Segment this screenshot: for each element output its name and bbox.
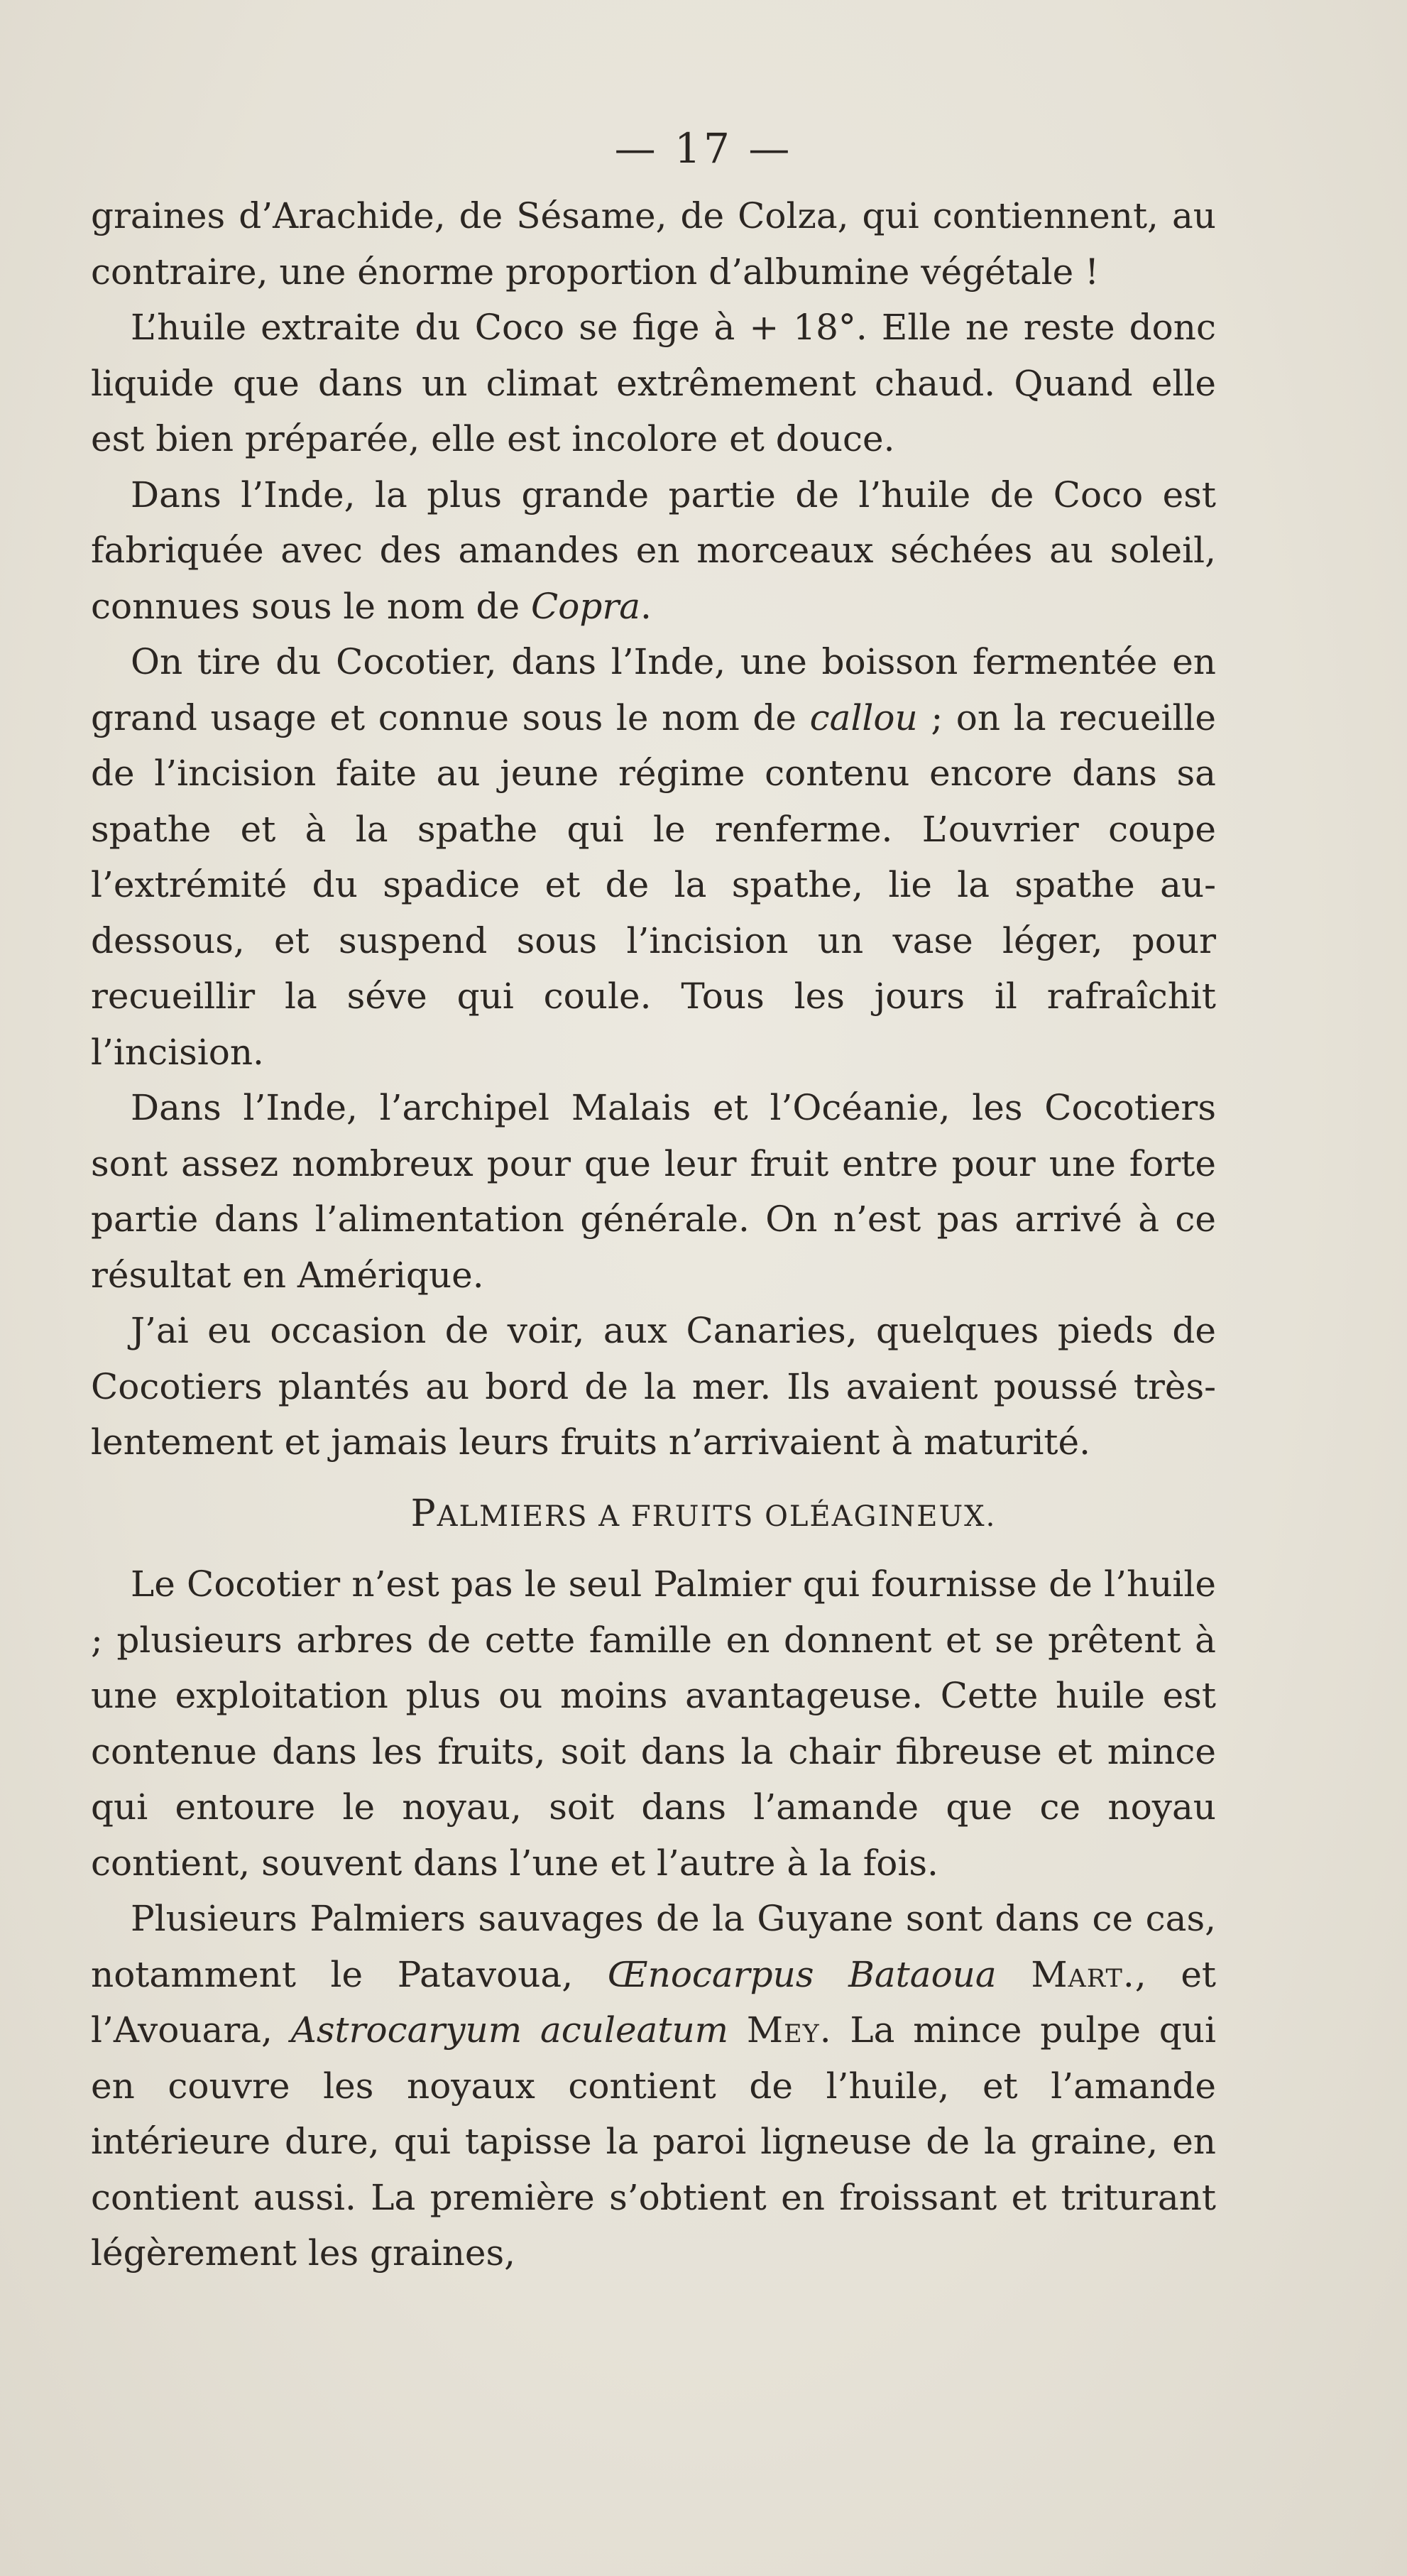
copra-text: Dans l’Inde, la plus grande partie de l’huile de Coco est fabriquée avec des amandes en morceaux séchées au soleil, connues sous le nom de bbox=[91, 474, 1216, 627]
author-mey: Mey. bbox=[746, 2009, 832, 2051]
page-number: — 17 — bbox=[614, 124, 793, 173]
paragraph-continuation: graines d’Arachide, de Sésame, de Colza, qui contiennent, au contraire, une énorme proportion d’albumine végétale ! bbox=[91, 195, 1216, 293]
copra-end: . bbox=[640, 585, 652, 627]
text-block-bottom bbox=[91, 1556, 1216, 2281]
paragraph-callou bbox=[91, 634, 1216, 1080]
paragraph-other-palms: Le Cocotier n’est pas le seul Palmier qui fournisse de l’huile ; plusieurs arbres de cette famille en donnent et se prêtent à une exploitation plus ou moins avantageuse. Cette huile est contenue dans les fruits, soit dans la chair fibreuse et mince qui entoure le noyau, soit dans l’amande que ce noyau contient, souvent dans l’une et l’autre à la fois. bbox=[91, 1563, 1216, 1884]
copra-term: Copra bbox=[530, 585, 641, 627]
paragraph-india-oceania: Dans l’Inde, l’archipel Malais et l’Océanie, les Cocotiers sont assez nombreux pour que leur fruit entre pour une forte partie dans l’alimentation générale. On n’est pas arrivé à ce résultat en Amérique. bbox=[91, 1087, 1216, 1296]
author-mart: Mart. bbox=[1031, 1953, 1135, 1995]
callou-text: On tire du Cocotier, dans l’Inde, une boisson fermentée en grand usage et connue sous le nom de bbox=[91, 641, 1216, 738]
section-heading bbox=[0, 1492, 1407, 1535]
guyana-text-b: , et l’Avouara, bbox=[91, 1953, 1216, 2051]
paragraph-copra bbox=[91, 467, 1216, 635]
text-block-top bbox=[91, 133, 1216, 1470]
species-oenocarpus: Œnocarpus Bataoua bbox=[607, 1953, 997, 1995]
callou-term: callou bbox=[809, 697, 918, 738]
paragraph-canaries: J’ai eu occasion de voir, aux Canaries, quelques pieds de Cocotiers plantés au bord de la mer. Ils avaient poussé très-lentement et jamais leurs fruits n’arrivaient à maturité. bbox=[91, 1310, 1216, 1463]
callou-rest: ; on la recueille de l’incision faite au jeune régime contenu encore dans sa spathe et à la spathe qui le renferme. L’ouvrier coupe l’extrémité du spadice et de la spathe, lie la spathe au-dessous, et suspend sous l’incision un vase léger, pour recueillir la séve qui coule. Tous les jours il rafraîchit l’incision. bbox=[91, 697, 1216, 1073]
paragraph-guyana-palms bbox=[91, 1891, 1216, 2281]
heading-initial: P bbox=[410, 1492, 437, 1535]
heading-rest: ALMIERS A FRUITS OLÉAGINEUX. bbox=[437, 1500, 997, 1533]
paragraph-coconut-oil: L’huile extraite du Coco se fige à + 18°. Elle ne reste donc liquide que dans un climat extrêmement chaud. Quand elle est bien préparée, elle est incolore et douce. bbox=[91, 307, 1216, 459]
species-astrocaryum: Astrocaryum aculeatum bbox=[290, 2009, 729, 2051]
guyana-text-a: Plusieurs Palmiers sauvages de la Guyane sont dans ce cas, notamment le Patavoua, bbox=[91, 1898, 1216, 1995]
guyana-text-c: La mince pulpe qui en couvre les noyaux contient de l’huile, et l’amande intérieure dure, qui tapisse la paroi ligneuse de la graine, en contient aussi. La première s’obtient en froissant et triturant légèrement les graines, bbox=[91, 2009, 1216, 2274]
